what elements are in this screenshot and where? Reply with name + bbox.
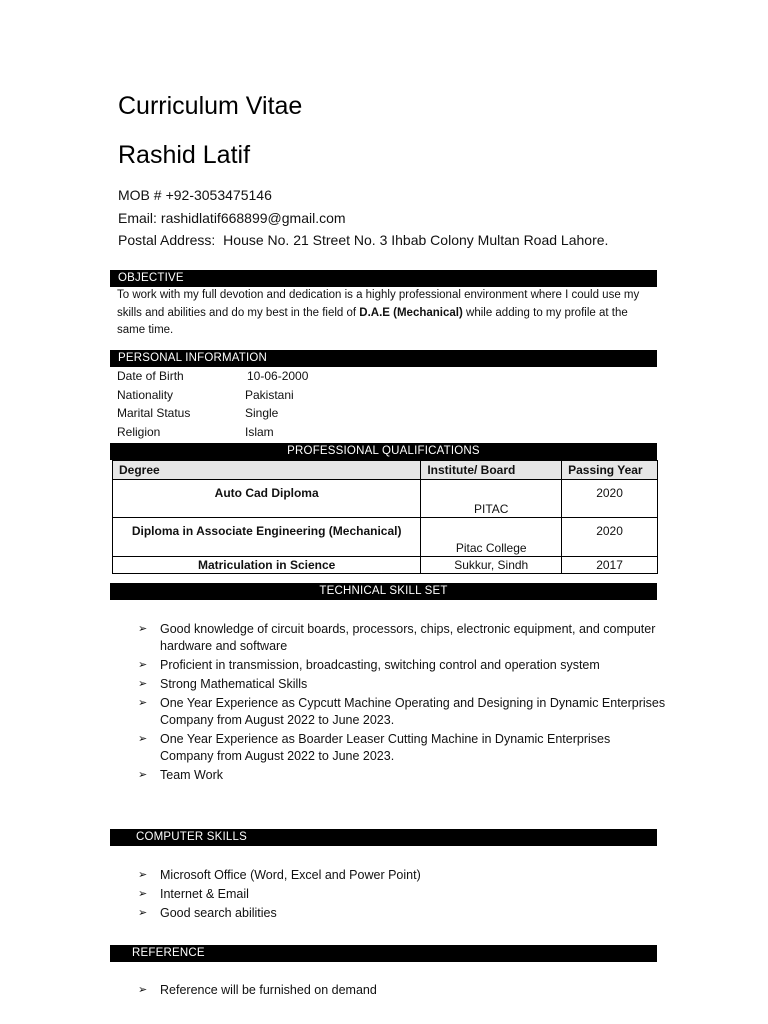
list-item — [138, 731, 666, 765]
institute-cell: Sukkur, Sindh — [421, 557, 562, 574]
list-item-text: Team Work — [160, 768, 223, 782]
personal-info-label: Religion — [117, 425, 161, 439]
personal-info-value: Single — [245, 406, 279, 420]
list-item-text: One Year Experience as Cypcutt Machine Operating and Designing in Dynamic Enterprises Company from August 2022 to June 2023. — [160, 696, 666, 727]
arrowhead-bullet-icon: ➢ — [138, 623, 148, 635]
year-cell: 2020 — [562, 480, 658, 518]
arrowhead-bullet-icon: ➢ — [138, 697, 148, 709]
list-item-text: Microsoft Office (Word, Excel and Power Point) — [160, 868, 421, 882]
column-header-institute: Institute/ Board — [421, 461, 562, 480]
technical-skills-heading: TECHNICAL SKILL SET — [110, 583, 657, 600]
address-label: Postal Address: — [118, 232, 216, 248]
list-item — [138, 621, 666, 655]
list-item-text: Internet & Email — [160, 887, 249, 901]
personal-info-row — [117, 405, 278, 421]
mobile-label: MOB # — [118, 187, 162, 203]
qualifications-table — [112, 460, 658, 574]
arrowhead-bullet-icon: ➢ — [138, 678, 148, 690]
mobile-number: +92-3053475146 — [165, 187, 272, 203]
personal-info-label: Date of Birth — [117, 369, 184, 383]
list-item — [138, 695, 666, 729]
degree-cell: Diploma in Associate Engineering (Mechanical) — [113, 518, 421, 557]
email-label: Email: — [118, 210, 157, 226]
list-item — [138, 767, 666, 784]
personal-info-row — [117, 424, 274, 440]
arrowhead-bullet-icon: ➢ — [138, 659, 148, 671]
reference-heading: REFERENCE — [110, 945, 657, 962]
personal-info-row — [117, 368, 308, 384]
arrowhead-bullet-icon: ➢ — [138, 733, 148, 745]
year-cell: 2017 — [562, 557, 658, 574]
objective-text — [117, 287, 657, 340]
degree-cell: Matriculation in Science — [113, 557, 421, 574]
arrowhead-bullet-icon: ➢ — [138, 984, 148, 996]
table-header-row — [113, 461, 658, 480]
list-item — [138, 982, 666, 999]
institute-cell: Pitac College — [421, 518, 562, 557]
objective-text-start: To work with my full devotion and dedication is a highly professional environment where I could use my skills and abilities and do my best in the field of — [117, 289, 640, 319]
reference-list — [138, 982, 666, 1001]
objective-heading: OBJECTIVE — [110, 270, 657, 287]
list-item-text: One Year Experience as Boarder Leaser Cutting Machine in Dynamic Enterprises Company from August 2022 to June 2023. — [160, 732, 611, 763]
column-header-degree: Degree — [113, 461, 421, 480]
list-item-text: Proficient in transmission, broadcasting, switching control and operation system — [160, 658, 600, 672]
list-item — [138, 905, 666, 922]
arrowhead-bullet-icon: ➢ — [138, 869, 148, 881]
arrowhead-bullet-icon: ➢ — [138, 769, 148, 781]
list-item — [138, 676, 666, 693]
computer-skills-list — [138, 867, 666, 924]
document-title: Curriculum Vitae — [118, 92, 303, 120]
list-item — [138, 886, 666, 903]
list-item-text: Good knowledge of circuit boards, processors, chips, electronic equipment, and computer hardware and software — [160, 622, 656, 653]
list-item-text: Good search abilities — [160, 906, 277, 920]
mobile-line — [118, 186, 272, 204]
personal-info-value: 10-06-2000 — [247, 369, 309, 383]
column-header-year: Passing Year — [562, 461, 658, 480]
qualifications-heading: PROFESSIONAL QUALIFICATIONS — [110, 443, 657, 460]
candidate-name: Rashid Latif — [118, 141, 251, 169]
table-row — [113, 480, 658, 518]
email-address: rashidlatif668899@gmail.com — [160, 210, 346, 226]
degree-cell: Auto Cad Diploma — [113, 480, 421, 518]
address-line — [118, 231, 608, 249]
personal-info-value: Islam — [245, 425, 274, 439]
list-item-text: Reference will be furnished on demand — [160, 983, 377, 997]
personal-info-value: Pakistani — [245, 388, 294, 402]
list-item — [138, 657, 666, 674]
arrowhead-bullet-icon: ➢ — [138, 907, 148, 919]
postal-address: House No. 21 Street No. 3 Ihbab Colony Multan Road Lahore. — [223, 232, 609, 248]
list-item — [138, 867, 666, 884]
email-line — [118, 209, 346, 227]
personal-info-heading: PERSONAL INFORMATION — [110, 350, 657, 367]
institute-cell: PITAC — [421, 480, 562, 518]
year-cell: 2020 — [562, 518, 658, 557]
personal-info-row — [117, 387, 294, 403]
arrowhead-bullet-icon: ➢ — [138, 888, 148, 900]
list-item-text: Strong Mathematical Skills — [160, 677, 308, 691]
objective-field: D.A.E (Mechanical) — [359, 306, 463, 319]
table-row — [113, 518, 658, 557]
computer-skills-heading: COMPUTER SKILLS — [110, 829, 657, 846]
table-row — [113, 557, 658, 574]
personal-info-label: Marital Status — [117, 406, 191, 420]
personal-info-label: Nationality — [117, 388, 174, 402]
objective-text-end: while adding to my profile at the same time. — [117, 306, 628, 336]
technical-skills-list — [138, 621, 666, 786]
